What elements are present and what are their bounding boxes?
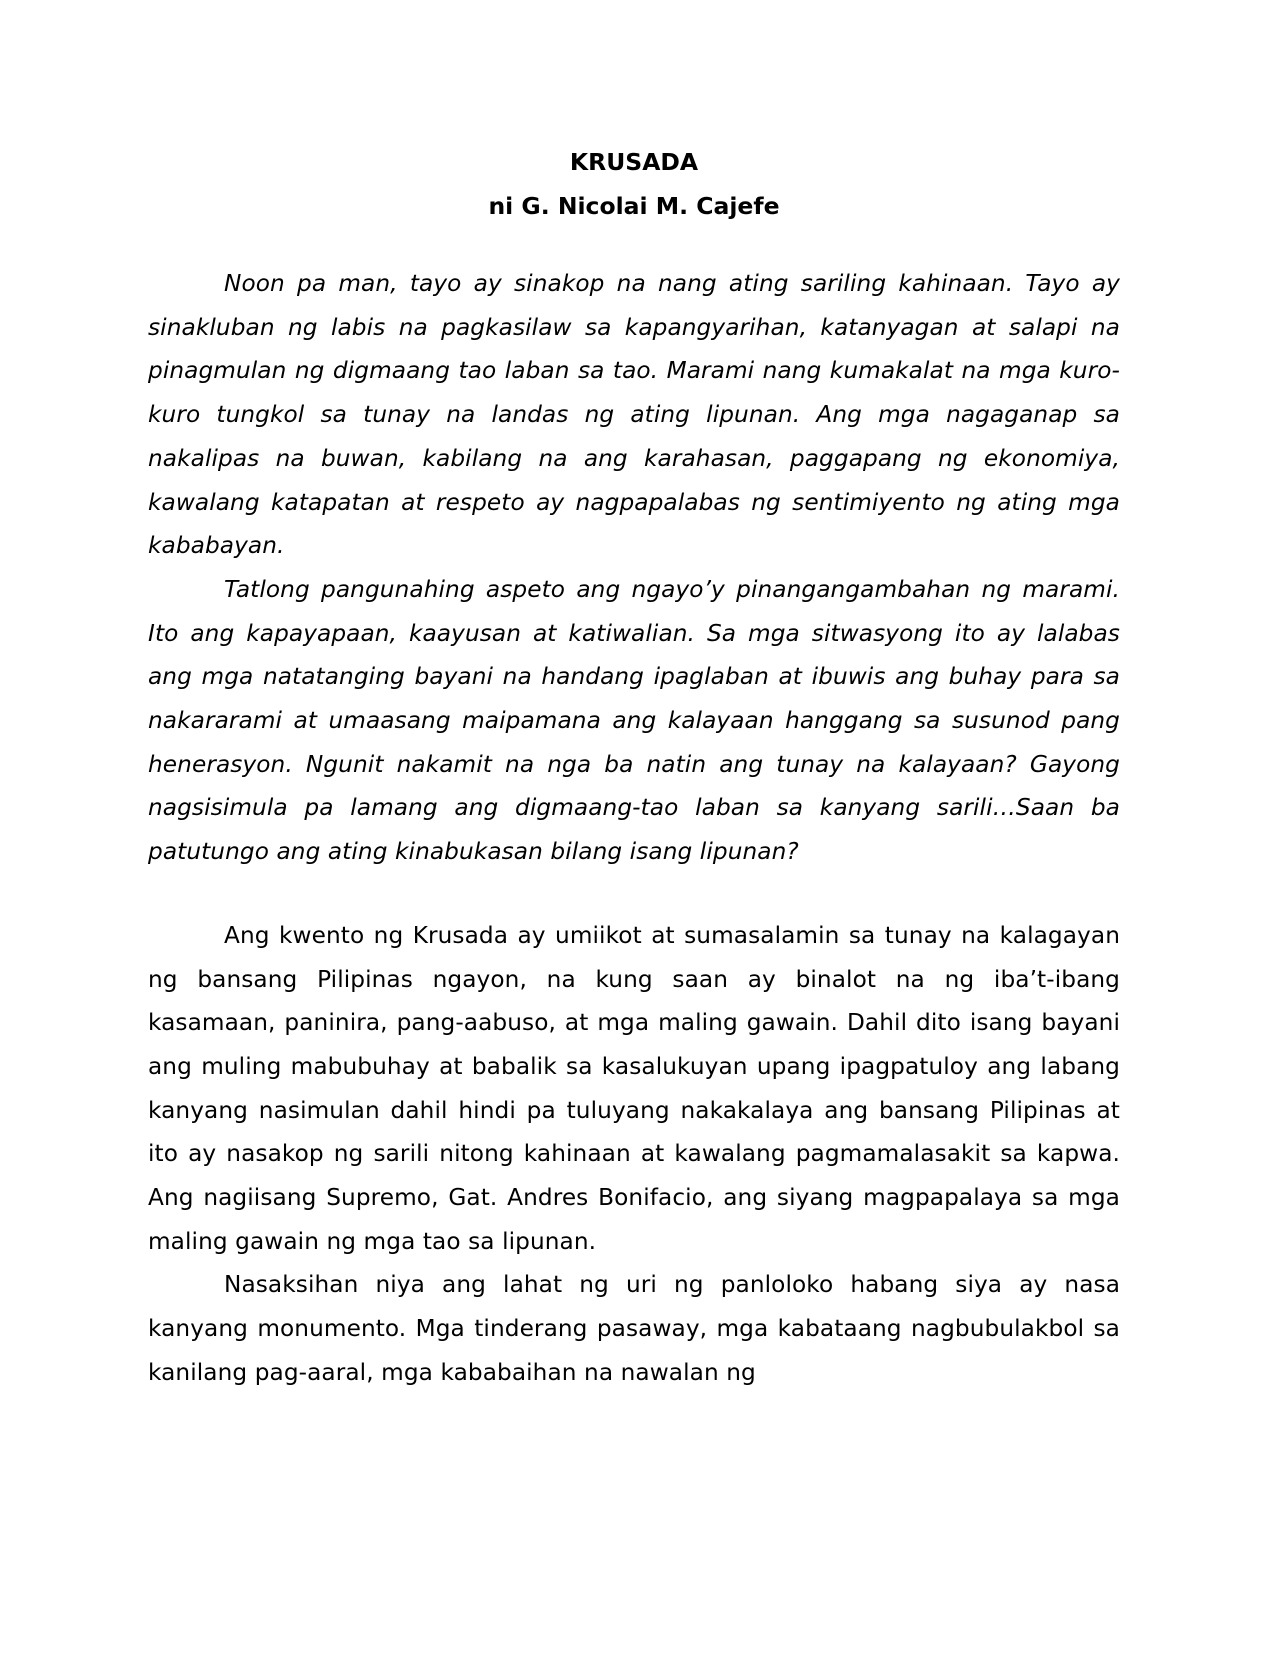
paragraph-break [148,874,1120,914]
document-title: KRUSADA [569,148,699,176]
document-author: ni G. Nicolai M. Cajefe [488,192,780,220]
intro-paragraph-1: Noon pa man, tayo ay sinakop na nang ating sariling kahinaan. Tayo ay sinakluban ng labis na pagkasilaw sa kapangyarihan, katanyagan at salapi na pinagmulan ng digmaang tao laban sa tao. Marami nang kumakalat na mga kuro-kuro tungkol sa tunay na landas ng ating lipunan. Ang mga nagaganap sa nakalipas na buwan, kabilang na ang karahasan, paggapang ng ekonomiya, kawalang katapatan at respeto ay nagpapalabas ng sentimiyento ng ating mga kababayan. [148,270,1120,560]
intro-paragraph-2: Tatlong pangunahing aspeto ang ngayo’y pinangangambahan ng marami. Ito ang kapayapaan, kaayusan at katiwalian. Sa mga sitwasyong ito ay lalabas ang mga natatanging bayani na handang ipaglaban at ibuwis ang buhay para sa nakararami at umaasang maipamana ang kalayaan hanggang sa susunod pang henerasyon. Ngunit nakamit na nga ba natin ang tunay na kalayaan? Gayong nagsisimula pa lamang ang digmaang-tao laban sa kanyang sarili…Saan ba patutungo ang ating kinabukasan bilang isang lipunan? [148,575,1120,866]
document-page [148,140,1120,1395]
body-paragraph-2: Nasaksihan niya ang lahat ng uri ng panloloko habang siya ay nasa kanyang monumento. Mga tinderang pasaway, mga kabataang nagbubulakbol sa kanilang pag-aaral, mga kababaihan na nawalan ng [148,1271,1120,1386]
body-paragraph-1: Ang kwento ng Krusada ay umiikot at sumasalamin sa tunay na kalagayan ng bansang Pilipinas ngayon, na kung saan ay binalot na ng iba’t-ibang kasamaan, paninira, pang-aabuso, at mga maling gawain. Dahil dito isang bayani ang muling mabubuhay at babalik sa kasalukuyan upang ipagpatuloy ang labang kanyang nasimulan dahil hindi pa tuluyang nakakalaya ang bansang Pilipinas at ito ay nasakop ng sarili nitong kahinaan at kawalang pagmamalasakit sa kapwa. Ang nagiisang Supremo, Gat. Andres Bonifacio, ang siyang magpapalaya sa mga maling gawain ng mga tao sa lipunan. [148,921,1120,1255]
spacer [148,228,1120,262]
